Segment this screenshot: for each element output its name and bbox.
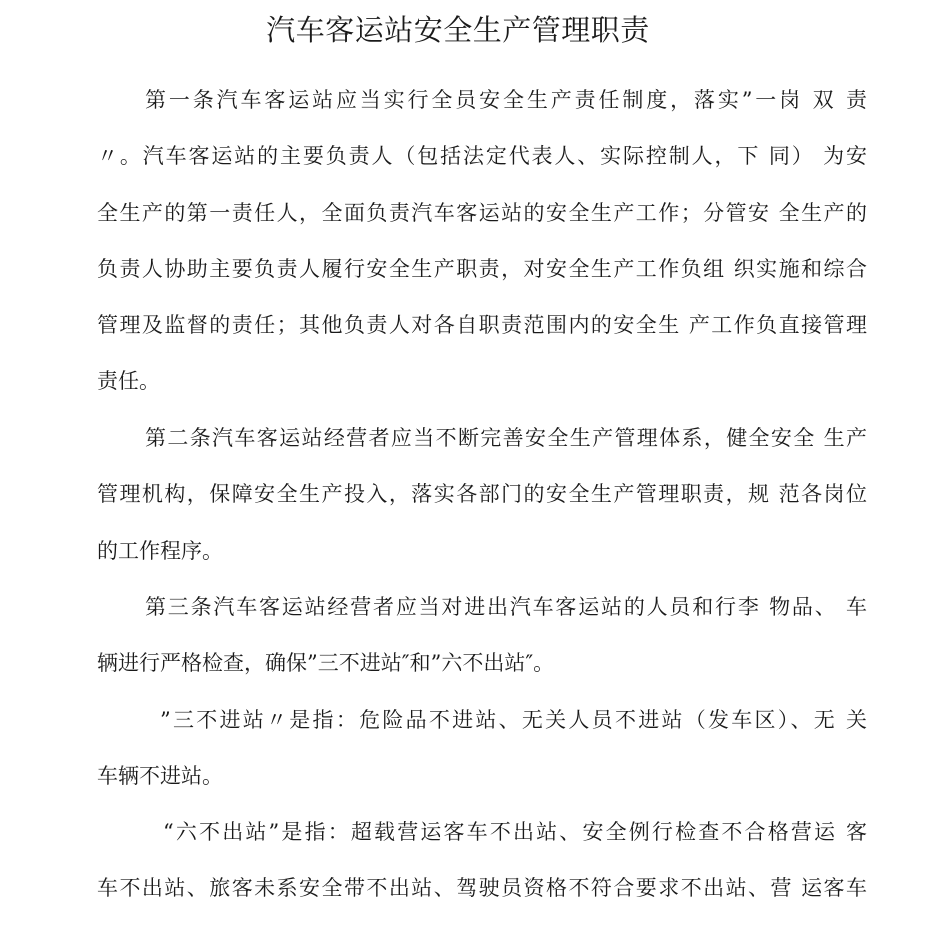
paragraph-2-line-1: 第二条汽车客运站经营者应当不断完善安全生产管理体系，健全安全 生产	[145, 426, 867, 450]
document-title: 汽车客运站安全生产管理职责	[266, 13, 650, 47]
paragraph-1-line-1: 第一条汽车客运站应当实行全员安全生产责任制度，落实”一岗 双 责	[145, 88, 867, 112]
paragraph-1-line-5: 管理及监督的责任；其他负责人对各自职责范围内的安全生 产工作负直接管理	[97, 313, 867, 337]
paragraph-1-line-2: 〃。汽车客运站的主要负责人（包括法定代表人、实际控制人，下 同） 为安	[97, 144, 867, 168]
paragraph-3-line-2: 辆进行严格检查，确保”三不进站″和”六不出站″。	[97, 651, 555, 675]
paragraph-1-line-3: 全生产的第一责任人，全面负责汽车客运站的安全生产工作；分管安 全生产的	[97, 201, 867, 225]
paragraph-1-line-4: 负责人协助主要负责人履行安全生产职责，对安全生产工作负组 织实施和综合	[97, 257, 867, 281]
paragraph-5-line-1: “六不出站”是指：超载营运客车不出站、安全例行检查不合格营运 客	[163, 820, 867, 844]
paragraph-5-line-2: 车不出站、旅客未系安全带不出站、驾驶员资格不符合要求不出站、营 运客车	[97, 876, 867, 900]
paragraph-1-line-6: 责任。	[97, 369, 160, 393]
paragraph-2-line-3: 的工作程序。	[97, 539, 223, 563]
paragraph-4-line-2: 车辆不进站。	[97, 764, 223, 788]
paragraph-2-line-2: 管理机构，保障安全生产投入，落实各部门的安全生产管理职责，规 范各岗位	[97, 482, 867, 506]
paragraph-4-line-1: ”三不进站〃是指：危险品不进站、无关人员不进站（发车区）、无 关	[160, 708, 867, 732]
paragraph-3-line-1: 第三条汽车客运站经营者应当对进出汽车客运站的人员和行李 物品、 车	[145, 595, 867, 619]
